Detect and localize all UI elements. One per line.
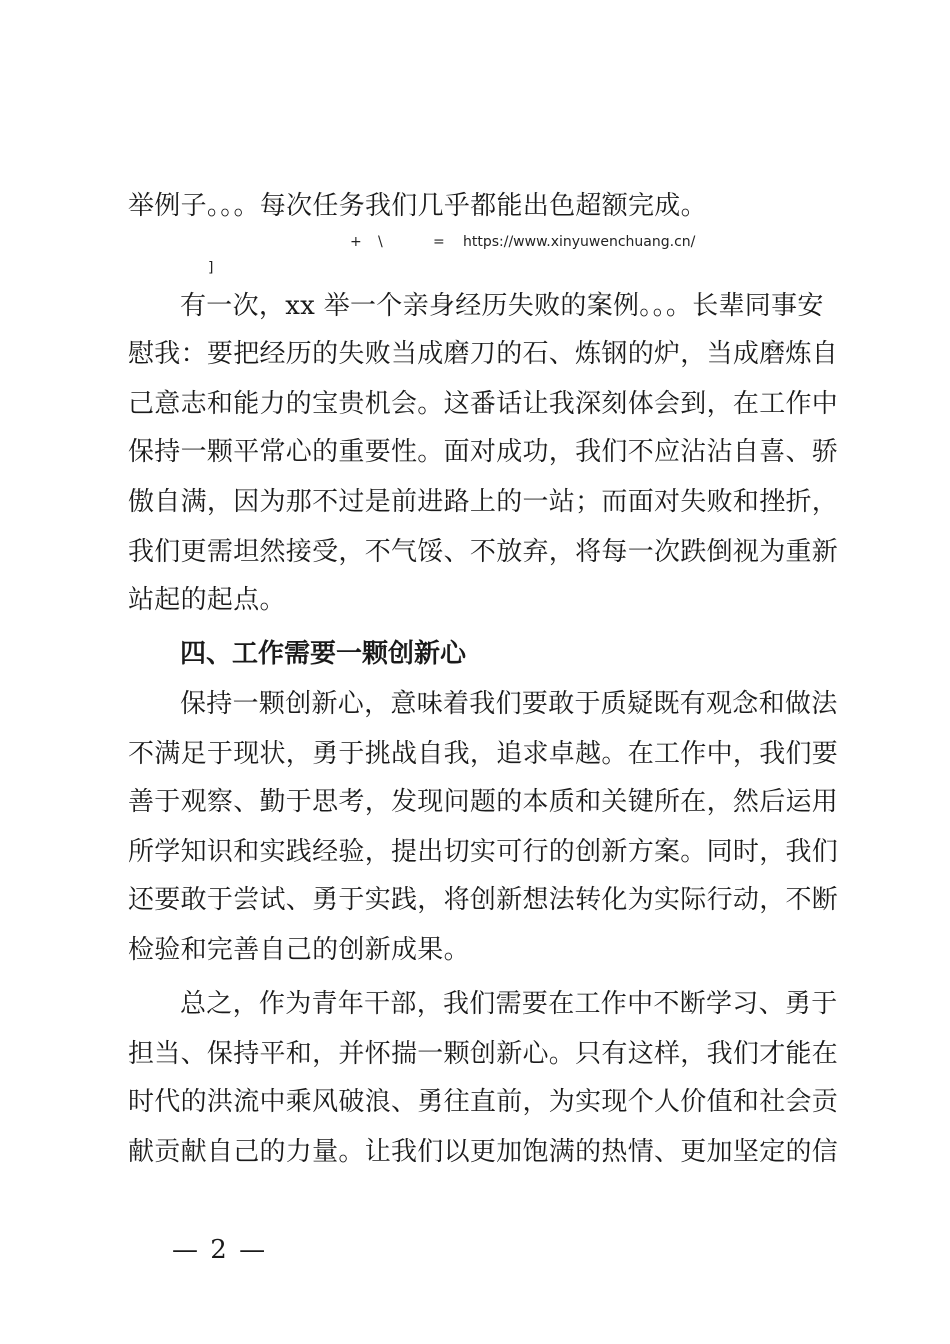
watermark-equals: = bbox=[433, 234, 445, 250]
text-line: 有一次，xx 举一个亲身经历失败的案例。。。长辈同事安 bbox=[180, 291, 824, 321]
text-line: 检验和完善自己的创新成果。 bbox=[128, 935, 470, 965]
text-line: 慰我：要把经历的失败当成磨刀的石、炼钢的炉，当成磨炼自 bbox=[128, 339, 839, 369]
watermark-plus: + bbox=[350, 234, 362, 250]
text-line: 献贡献自己的力量。让我们以更加饱满的热情、更加坚定的信 bbox=[128, 1137, 839, 1167]
text-line: 不满足于现状，勇于挑战自我，追求卓越。在工作中，我们要 bbox=[128, 739, 839, 769]
section-heading: 四、工作需要一颗创新心 bbox=[180, 639, 467, 669]
text-line: 己意志和能力的宝贵机会。这番话让我深刻体会到，在工作中 bbox=[128, 389, 839, 419]
text-line: 担当、保持平和，并怀揣一颗创新心。只有这样，我们才能在 bbox=[128, 1039, 839, 1069]
text-line: 所学知识和实践经验，提出切实可行的创新方案。同时，我们 bbox=[128, 837, 839, 867]
text-line: 总之，作为青年干部，我们需要在工作中不断学习、勇于 bbox=[180, 989, 838, 1019]
text-line: 举例子。。。每次任务我们几乎都能出色超额完成。 bbox=[128, 191, 707, 221]
watermark-backslash: \ bbox=[378, 234, 383, 250]
text-line: 保持一颗创新心，意味着我们要敢于质疑既有观念和做法 bbox=[180, 689, 838, 719]
text-line: 保持一颗平常心的重要性。面对成功，我们不应沾沾自喜、骄 bbox=[128, 437, 839, 467]
text-line: 傲自满，因为那不过是前进路上的一站；而面对失败和挫折， bbox=[128, 487, 839, 517]
text-line: 善于观察、勤于思考，发现问题的本质和关键所在，然后运用 bbox=[128, 787, 839, 817]
text-line: 还要敢于尝试、勇于实践，将创新想法转化为实际行动，不断 bbox=[128, 885, 839, 915]
text-line: 站起的起点。 bbox=[128, 585, 286, 615]
watermark-url: https://www.xinyuwenchuang.cn/ bbox=[463, 234, 696, 250]
page-number: — 2 — bbox=[172, 1235, 268, 1265]
watermark-bracket: ] bbox=[208, 260, 214, 276]
text-line: 时代的洪流中乘风破浪、勇往直前，为实现个人价值和社会贡 bbox=[128, 1087, 839, 1117]
text-line: 我们更需坦然接受，不气馁、不放弃，将每一次跌倒视为重新 bbox=[128, 537, 839, 567]
